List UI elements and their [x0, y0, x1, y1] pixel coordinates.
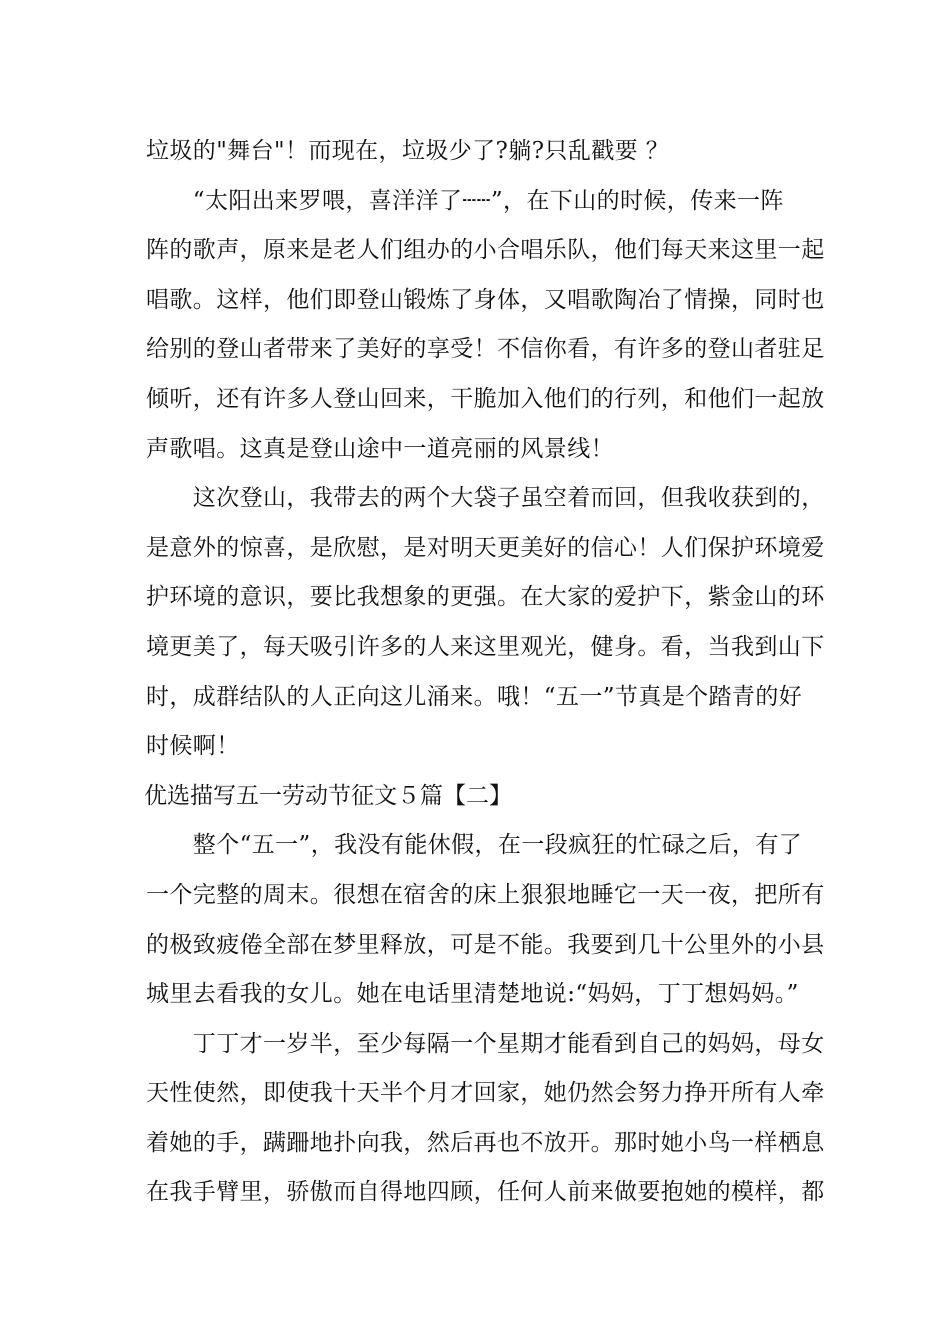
text-line: 天性使然，即使我十天半个月才回家，她仍然会努力挣开所有人牵	[146, 1080, 825, 1107]
text-line: 护环境的意识，要比我想象的更强。在大家的爱护下，紫金山的环	[146, 584, 825, 611]
text-line: 一个完整的周末。很想在宿舍的床上狠狠地睡它一天一夜，把所有	[146, 881, 825, 908]
text-line: 这次登山，我带去的两个大袋子虽空着而回，但我收获到的，	[146, 485, 825, 512]
text-line: 垃圾的"舞台"！而现在，垃圾少了?躺?只乱戳要 ？	[146, 138, 670, 164]
document-body	[144, 127, 825, 1218]
text-line: 时，成群结队的人正向这儿涌来。哦！“五一”节真是个踏青的好	[146, 683, 803, 710]
text-line: 时候啊！	[146, 733, 240, 760]
text-line: “太阳出来罗喂，喜洋洋了┄┄”，在下山的时候，传来一阵	[146, 187, 784, 214]
text-line: 的极致疲倦全部在梦里释放，可是不能。我要到几十公里外的小县	[146, 931, 825, 958]
text-line: 在我手臂里，骄傲而自得地四顾，任何人前来做要抱她的模样，都	[146, 1179, 825, 1206]
text-line: 是意外的惊喜，是欣慰，是对明天更美好的信心！人们保护环境爱	[146, 534, 825, 561]
section-heading: 优选描写五一劳动节征文５篇【二】	[144, 782, 512, 809]
text-line: 着她的手，蹒跚地扑向我，然后再也不放开。那时她小鸟一样栖息	[146, 1129, 825, 1156]
text-line: 境更美了，每天吸引许多的人来这里观光，健身。看，当我到山下	[146, 633, 825, 660]
text-line: 倾听，还有许多人登山回来，干脆加入他们的行列，和他们一起放	[146, 385, 825, 412]
text-line: 城里去看我的女儿。她在电话里清楚地说:“妈妈，丁丁想妈妈。”	[146, 981, 799, 1008]
text-line: 丁丁才一岁半，至少每隔一个星期才能看到自己的妈妈，母女	[146, 1030, 825, 1057]
text-line: 给别的登山者带来了美好的享受！不信你看，有许多的登山者驻足	[146, 336, 825, 363]
text-line: 整个“五一”，我没有能休假，在一段疯狂的忙碌之后，有了	[146, 832, 803, 859]
text-line: 唱歌。这样，他们即登山锻炼了身体，又唱歌陶冶了情操，同时也	[146, 286, 825, 313]
text-line: 声歌唱。这真是登山途中一道亮丽的风景线！	[146, 435, 614, 462]
text-line: 阵的歌声，原来是老人们组办的小合唱乐队，他们每天来这里一起	[146, 237, 825, 264]
